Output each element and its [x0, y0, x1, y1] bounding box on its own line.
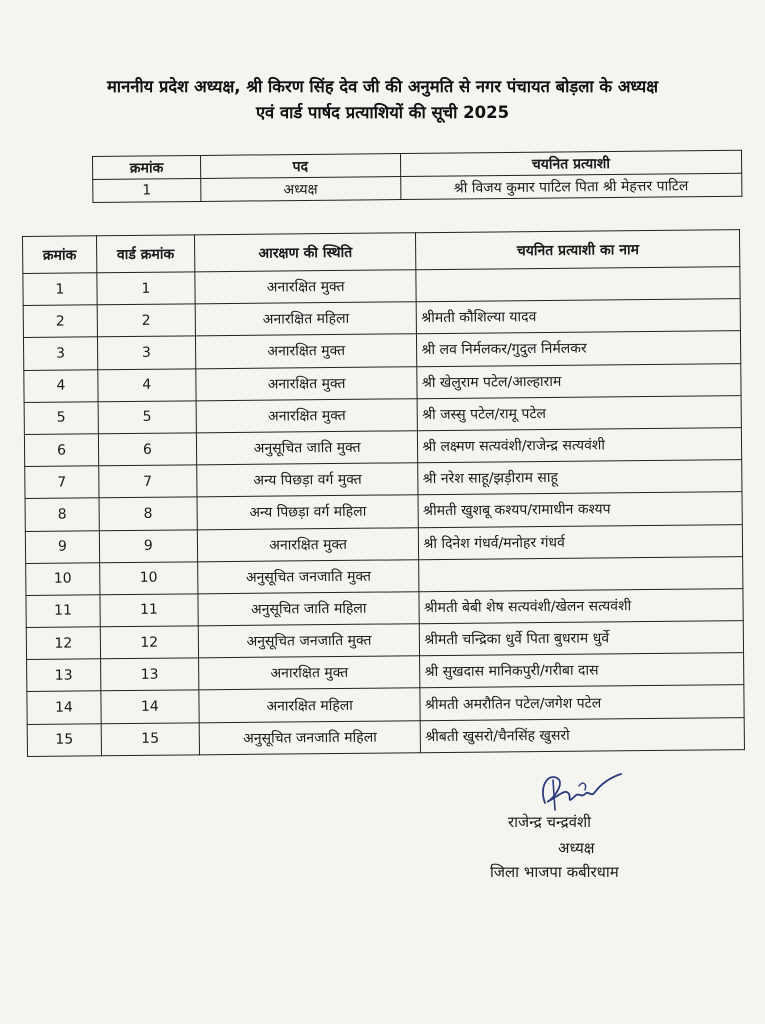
cell-candidate-name: श्रीमती चन्द्रिका धुर्वे पिता बुधराम धुर्वे — [420, 621, 744, 656]
title-line-1: माननीय प्रदेश अध्यक्ष, श्री किरण सिंह देव जी की अनुमति से नगर पंचायत बोड़ला के अध्यक्ष — [106, 77, 659, 96]
cell-serial: 5 — [24, 402, 98, 435]
cell-serial: 10 — [26, 562, 100, 595]
cell-serial: 15 — [27, 723, 101, 756]
title-line-2: एवं वार्ड पार्षद प्रत्याशियों की सूची 2025 — [255, 103, 510, 122]
cell-serial: 1 — [23, 273, 97, 306]
cell-serial: 8 — [25, 498, 99, 531]
cell-candidate-name: श्री नरेश साहू/झड़ीराम साहू — [418, 460, 742, 495]
cell-ward: 3 — [97, 336, 195, 369]
president-table — [92, 150, 742, 203]
cell-ward: 13 — [100, 658, 198, 691]
cell-reservation: अनारक्षित महिला — [199, 688, 421, 722]
cell-candidate-name: श्रीमती अमरौतिन पटेल/जगेश पटेल — [420, 685, 744, 720]
cell-serial: 1 — [93, 178, 201, 202]
header-post: पद — [200, 154, 400, 179]
cell-reservation: अनारक्षित मुक्त — [196, 366, 418, 400]
cell-ward: 1 — [97, 272, 195, 305]
president-table-row — [93, 173, 742, 202]
cell-candidate-name: श्री सुखदास मानिकपुरी/गरीबा दास — [420, 653, 744, 688]
cell-reservation: अनुसूचित जाति मुक्त — [196, 431, 418, 465]
cell-reservation: अनारक्षित मुक्त — [198, 656, 420, 690]
ward-table — [22, 229, 745, 757]
cell-ward: 6 — [98, 433, 196, 466]
cell-serial: 14 — [27, 691, 101, 724]
cell-candidate-name — [416, 267, 740, 302]
signatory-organization: जिला भाजपा कबीरधाम — [490, 863, 619, 881]
cell-ward: 4 — [98, 368, 196, 401]
header-serial: क्रमांक — [23, 236, 97, 274]
cell-reservation: अनारक्षित मुक्त — [197, 527, 419, 561]
cell-ward: 10 — [100, 562, 198, 595]
signatory-designation: अध्यक्ष — [558, 839, 595, 857]
cell-candidate: श्री विजय कुमार पाटिल पिता श्री मेहत्तर पाटिल — [400, 173, 742, 199]
cell-serial: 2 — [23, 305, 97, 338]
header-candidate: चयनित प्रत्याशी — [400, 150, 742, 176]
cell-serial: 7 — [25, 466, 99, 499]
signatory-name: राजेन्द्र चन्द्रवंशी — [508, 813, 592, 831]
cell-ward: 11 — [100, 594, 198, 627]
cell-candidate-name: श्री दिनेश गंधर्व/मनोहर गंधर्व — [419, 524, 743, 559]
cell-reservation: अनारक्षित मुक्त — [195, 270, 417, 304]
header-reservation: आरक्षण की स्थिति — [194, 233, 416, 272]
cell-candidate-name: श्रीमती बेबी शेष सत्यवंशी/खेलन सत्यवंशी — [419, 588, 743, 623]
cell-ward: 7 — [99, 465, 197, 498]
signature — [535, 768, 635, 818]
cell-ward: 15 — [101, 722, 199, 755]
cell-reservation: अनुसूचित जाति महिला — [198, 592, 420, 626]
cell-reservation: अन्य पिछड़ा वर्ग मुक्त — [197, 463, 419, 497]
cell-serial: 6 — [24, 434, 98, 467]
cell-candidate-name: श्री खेलुराम पटेल/आल्हाराम — [417, 363, 741, 398]
header-serial: क्रमांक — [93, 155, 201, 179]
cell-serial: 12 — [26, 627, 100, 660]
cell-ward: 12 — [100, 626, 198, 659]
cell-candidate-name: श्रीबती खुसरो/चैनसिंह खुसरो — [421, 717, 745, 752]
cell-reservation: अनारक्षित मुक्त — [196, 398, 418, 432]
cell-serial: 4 — [24, 369, 98, 402]
cell-reservation: अनुसूचित जनजाति महिला — [199, 720, 421, 754]
cell-candidate-name: श्रीमती खुशबू कश्यप/रामाधीन कश्यप — [418, 492, 742, 527]
cell-serial: 9 — [25, 530, 99, 563]
cell-ward: 9 — [99, 529, 197, 562]
cell-candidate-name: श्री लव निर्मलकर/गुदुल निर्मलकर — [417, 331, 741, 366]
cell-ward: 14 — [101, 690, 199, 723]
cell-serial: 3 — [23, 337, 97, 370]
cell-candidate-name: श्री लक्ष्मण सत्यवंशी/राजेन्द्र सत्यवंशी — [418, 428, 742, 463]
cell-serial: 13 — [27, 659, 101, 692]
cell-serial: 11 — [26, 595, 100, 628]
cell-ward: 5 — [98, 401, 196, 434]
table-row — [27, 717, 744, 756]
cell-reservation: अनारक्षित मुक्त — [195, 334, 417, 368]
cell-ward: 8 — [99, 497, 197, 530]
ward-table-body — [23, 267, 745, 757]
cell-reservation: अन्य पिछड़ा वर्ग महिला — [197, 495, 419, 529]
cell-ward: 2 — [97, 304, 195, 337]
cell-candidate-name — [419, 556, 743, 591]
cell-candidate-name: श्रीमती कौशिल्या यादव — [417, 299, 741, 334]
cell-post: अध्यक्ष — [201, 177, 401, 202]
cell-reservation: अनुसूचित जनजाति मुक्त — [197, 559, 419, 593]
cell-reservation: अनुसूचित जनजाति मुक्त — [198, 624, 420, 658]
cell-candidate-name: श्री जस्सु पटेल/रामू पटेल — [418, 395, 742, 430]
header-candidate-name: चयनित प्रत्याशी का नाम — [416, 230, 740, 270]
cell-reservation: अनारक्षित महिला — [195, 302, 417, 336]
document-title — [30, 74, 735, 126]
header-ward: वार्ड क्रमांक — [96, 235, 194, 273]
